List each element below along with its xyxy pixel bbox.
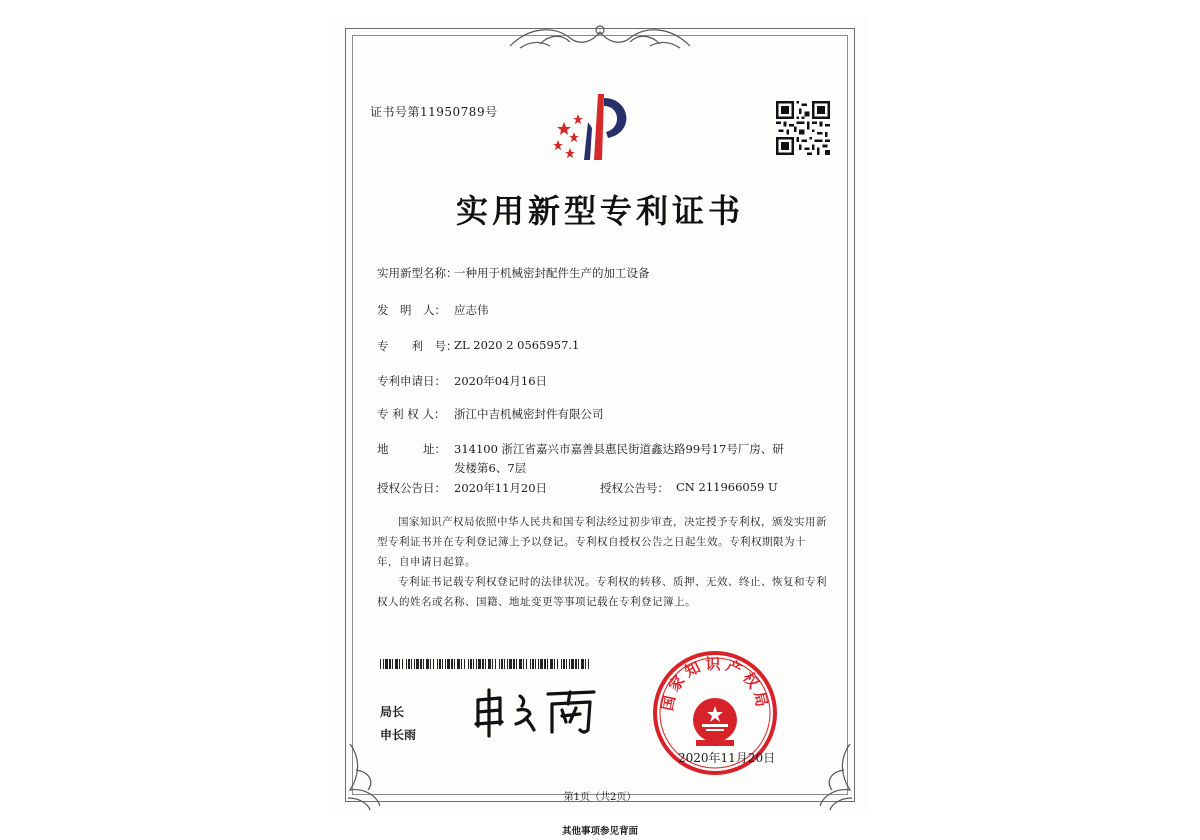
grant-date-label: 授权公告日：: [377, 481, 446, 495]
certificate-title: 实用新型专利证书: [455, 192, 744, 230]
address-label: 地 址：: [377, 442, 446, 456]
page-number: 第1页（共2页）: [563, 792, 637, 803]
grant-number-value: CN 211966059 U: [676, 480, 778, 494]
grant-date-value: 2020年11月20日: [454, 481, 548, 495]
address-value: 314100 浙江省嘉兴市嘉善县惠民街道鑫达路99号17号厂房、研发楼第6、7层: [454, 442, 784, 475]
seal-date: 2020年11月20日: [678, 751, 776, 765]
filing-date-value: 2020年04月16日: [454, 374, 548, 388]
svg-text:国家知识产权局: 国家知识产权局: [658, 654, 772, 713]
patent-number-value: ZL 2020 2 0565957.1: [454, 338, 580, 352]
inventor-label: 发 明 人：: [377, 303, 446, 317]
top-border-ornament-icon: [500, 20, 700, 54]
statement-paragraph-2: 专利证书记载专利权登记时的法律状况。专利权的转移、质押、无效、终止、恢复和专利权人的姓名或名称、国籍、地址变更等事项记载在专利登记簿上。: [377, 576, 827, 608]
certificate-number: 证书号第11950789号: [370, 105, 498, 119]
qr-code-icon: [776, 100, 830, 156]
inventor-value: 应志伟: [454, 303, 489, 317]
signature-icon: [470, 686, 610, 738]
utility-model-name-label: 实用新型名称：: [377, 266, 458, 280]
grant-number-label: 授权公告号：: [600, 481, 669, 495]
footer-note: 其他事项参见背面: [561, 826, 638, 837]
director-title: 局长: [380, 705, 405, 719]
statement-paragraph-1: 国家知识产权局依照中华人民共和国专利法经过初步审查，决定授予专利权，颁发实用新型专利证书并在专利登记簿上予以登记。专利权自授权公告之日起生效。专利权期限为十年，自申请日起算。: [377, 516, 827, 568]
patent-number-label: 专 利 号：: [377, 339, 458, 353]
patent-holder-value: 浙江中吉机械密封件有限公司: [454, 407, 604, 421]
barcode-icon: [380, 659, 590, 669]
filing-date-label: 专利申请日：: [377, 374, 446, 388]
patent-holder-label: 专 利 权 人：: [377, 407, 446, 421]
patent-logo-icon: [550, 92, 640, 164]
utility-model-name-value: 一种用于机械密封配件生产的加工设备: [454, 266, 650, 280]
director-name: 申长雨: [380, 728, 417, 742]
